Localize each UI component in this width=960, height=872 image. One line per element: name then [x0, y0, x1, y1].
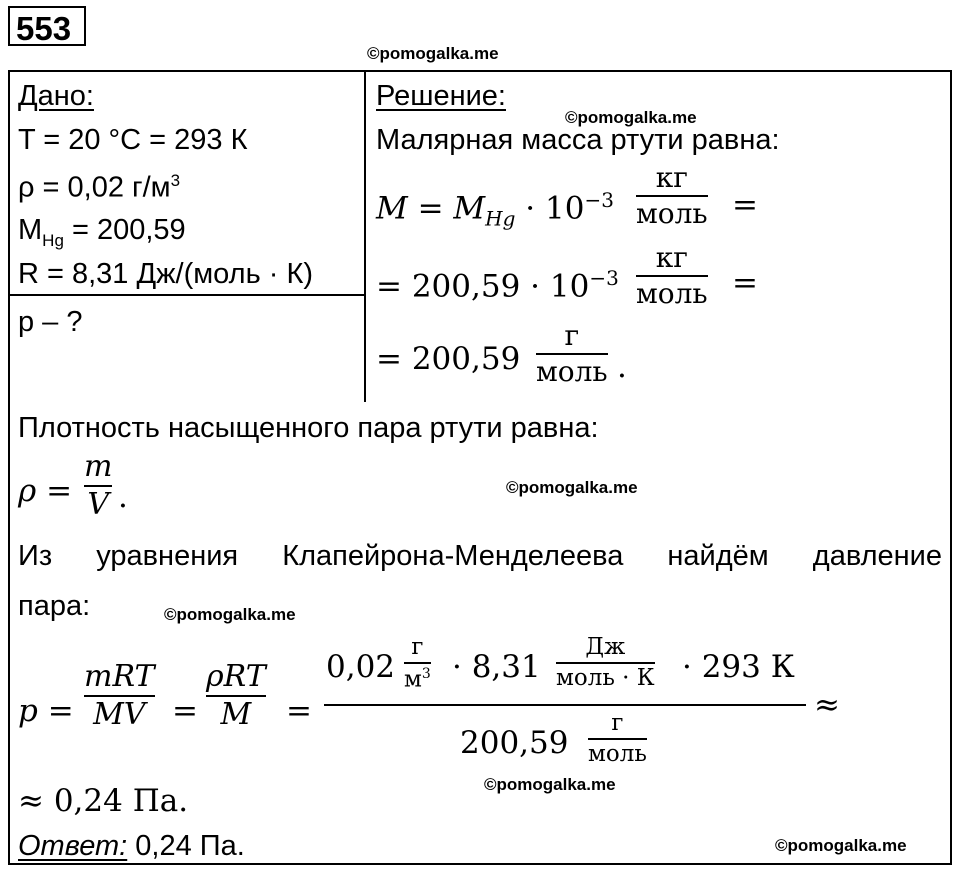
density-fraction: m V [84, 449, 113, 522]
approx-sign: ≈ [814, 687, 840, 723]
fraction-mrt-mv: mRT MV [84, 659, 155, 732]
equals-sign: = [732, 187, 758, 223]
equals-sign: = [286, 693, 312, 729]
numerator-value-a: 0,02 [326, 649, 396, 685]
unit-g-per-mol: г моль [536, 319, 608, 388]
find-pressure: p – ? [18, 306, 83, 338]
clapeyron-text: Из уравнения Клапейрона-Менделеева найдём давление [18, 540, 942, 572]
problem-number: 553 [16, 10, 72, 47]
equals-sign: = [732, 265, 758, 301]
given-molar-mass: $M_{Hg} = 200,59$ [18, 214, 186, 250]
density-text: Плотность насыщенного пара ртути равна: [18, 412, 599, 444]
solution-heading: Решение: [376, 80, 506, 112]
unit-g-per-mol: г моль [588, 710, 647, 767]
numerator-value-c: · 293 К [682, 649, 795, 685]
unit-j-per-mol-k: Дж моль · К [556, 634, 655, 691]
equation-1: $M = M_{Hg} \cdot 10^{-3}$ [376, 188, 614, 231]
numerator-value-b: · 8,31 [452, 649, 541, 685]
clapeyron-text-cont: пара: [18, 590, 91, 622]
main-fraction-bar [324, 704, 806, 706]
watermark: ©pomogalka.me [164, 605, 296, 624]
watermark: ©pomogalka.me [367, 44, 499, 63]
result-line: ≈ 0,24 Па. [18, 783, 189, 819]
fraction-rhort-m: ρRT M [206, 659, 266, 732]
given-heading: Дано: [18, 80, 94, 112]
given-divider-vertical [364, 70, 366, 402]
pressure-lhs: p = [18, 693, 74, 729]
molar-mass-text: Малярная масса ртути равна: [376, 124, 780, 156]
unit-kg-per-mol: кг моль [636, 241, 708, 310]
answer-line: Ответ: 0,24 Па. [18, 830, 245, 862]
given-temperature: T = 20 °C = 293 К [18, 124, 248, 156]
watermark: ©pomogalka.me [484, 775, 616, 794]
period: . [118, 479, 128, 515]
period: . [617, 349, 627, 385]
watermark: ©pomogalka.me [775, 836, 907, 855]
given-divider-horizontal [8, 294, 366, 296]
denominator-value: 200,59 [460, 725, 569, 761]
watermark: ©pomogalka.me [565, 108, 697, 127]
unit-g-per-m3: г $м^3$ [404, 634, 431, 693]
given-density: ρ = 0,02 $г/м^3$ [18, 171, 181, 204]
watermark: ©pomogalka.me [506, 478, 638, 497]
problem-number-box [8, 6, 86, 46]
unit-kg-per-mol: кг моль [636, 161, 708, 230]
equals-sign: = [172, 693, 198, 729]
equation-2: = $200,59 \cdot 10^{-3}$ [376, 266, 619, 305]
given-gas-constant: R = 8,31 Дж/(моль · К) [18, 258, 314, 290]
equation-3: = 200,59 [376, 341, 521, 377]
density-lhs: ρ = [18, 473, 73, 509]
